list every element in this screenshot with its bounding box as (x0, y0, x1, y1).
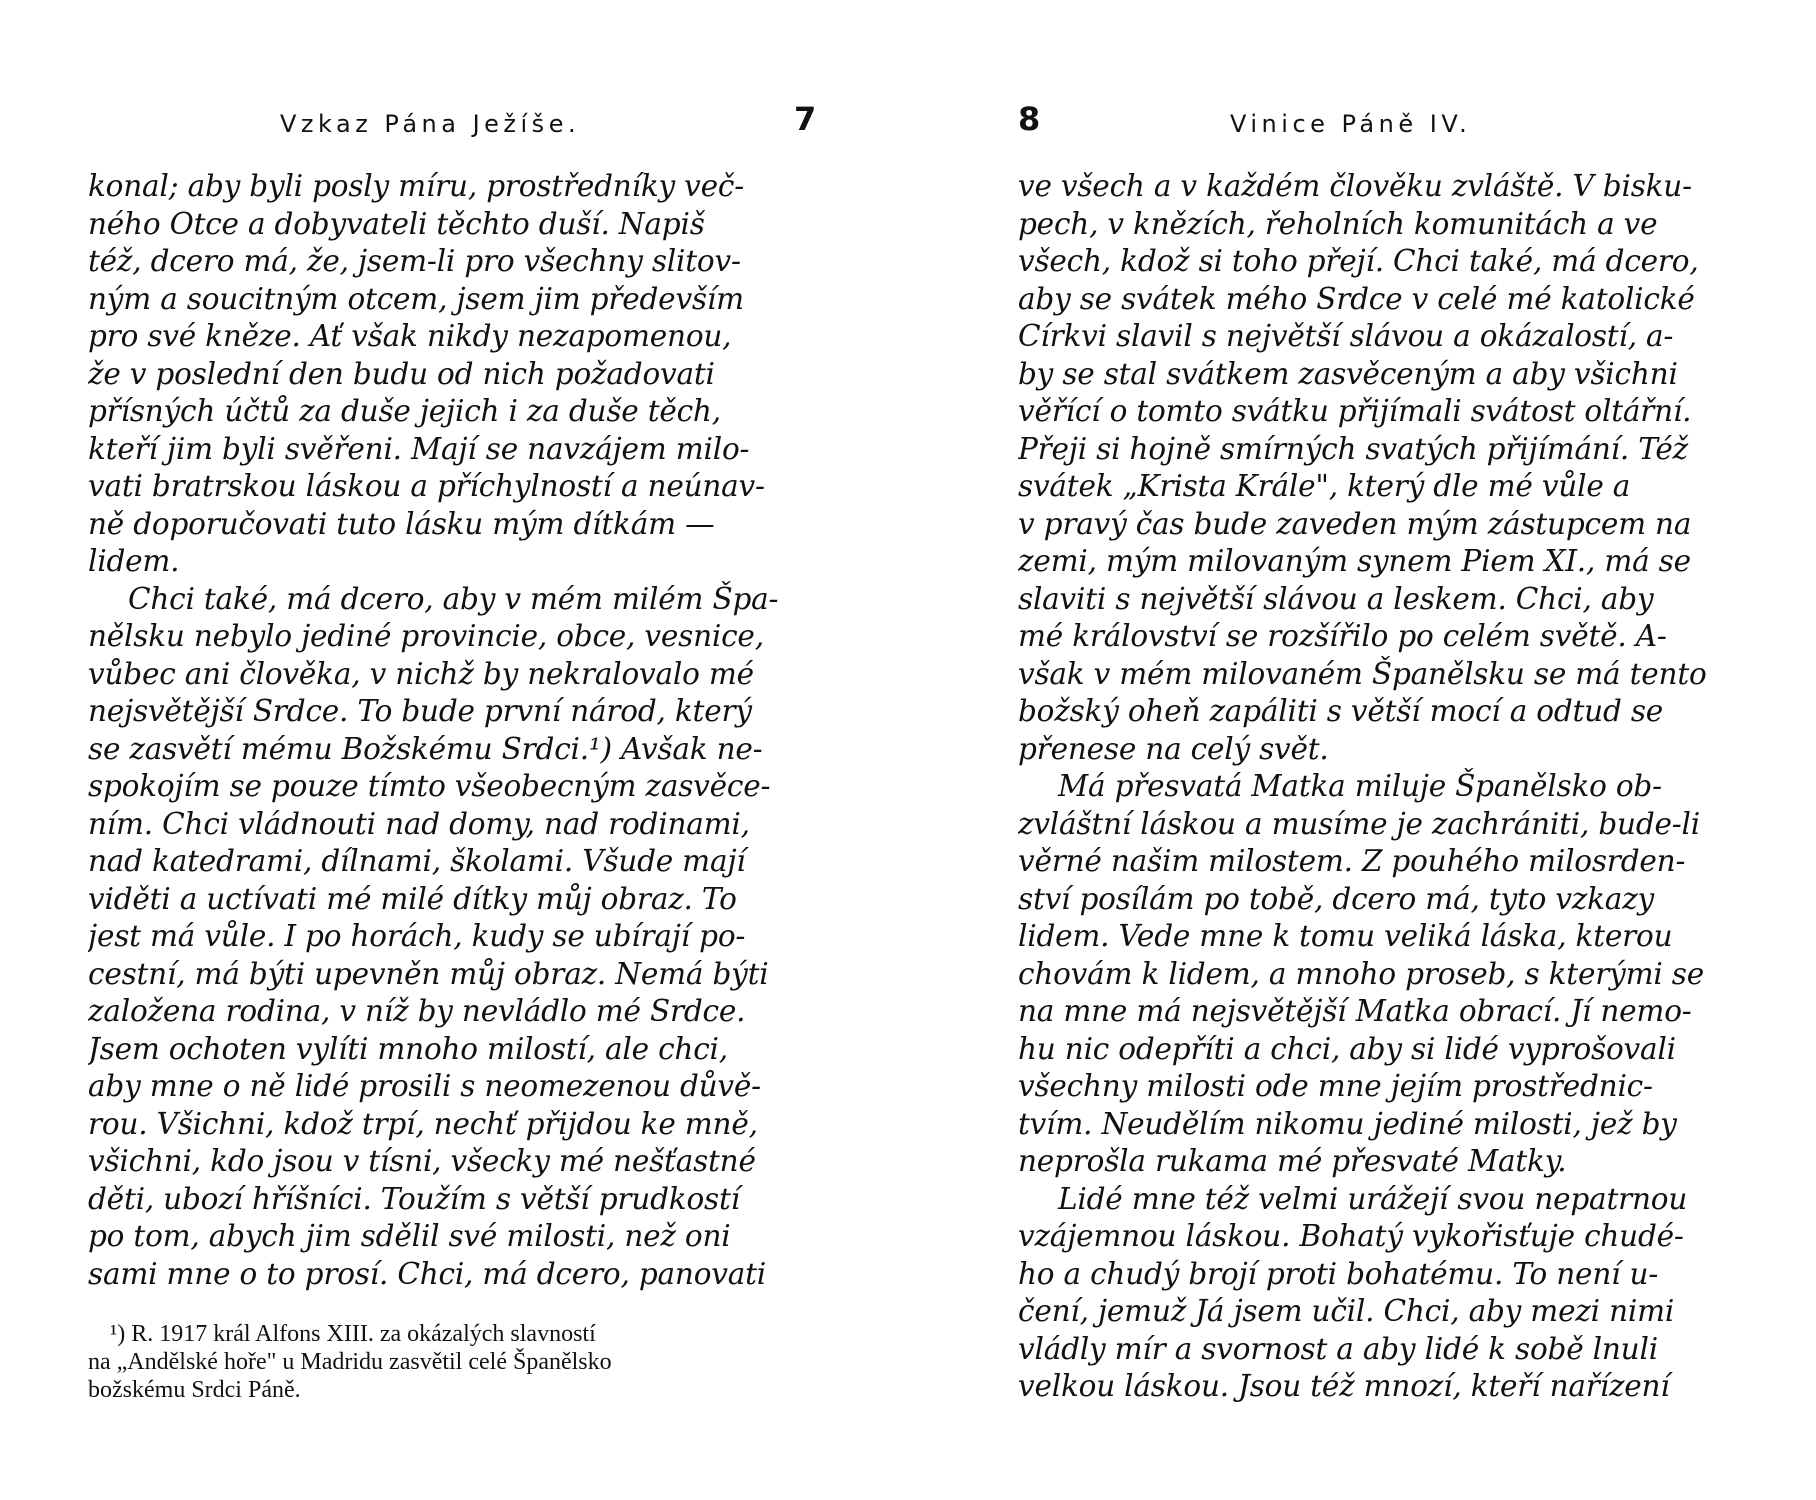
text-line: chovám k lidem, a mnoho proseb, s kterými se (1018, 956, 1704, 991)
text-line: velkou láskou. Jsou též mnozí, kteří nařízení (1018, 1369, 1670, 1403)
text-line: ho a chudý brojí proti bohatému. To není u- (1018, 1256, 1659, 1291)
text-line: vůbec ani člověka, v nichž by nekralovalo mé (88, 656, 754, 691)
text-line: kteří jim byli svěřeni. Mají se navzájem milo- (88, 431, 750, 466)
text-line: vzájemnou láskou. Bohatý vykořisťuje chudé- (1018, 1219, 1684, 1253)
text-line: by se stal svátkem zasvěceným a aby všichni (1018, 356, 1678, 391)
text-line: viděti a uctívati mé milé dítky můj obraz. To (88, 881, 737, 916)
text-line: založena rodina, v níž by nevládlo mé Srdce. (88, 994, 746, 1028)
text-line: Přeji si hojně smírných svatých přijímání. Též (1018, 431, 1689, 466)
footnote-line: božskému Srdci Páně. (88, 1377, 301, 1403)
text-line: cestní, má býti upevněn můj obraz. Nemá býti (88, 956, 769, 991)
text-line: konal; aby byli posly míru, prostředníky več- (88, 169, 744, 203)
left-body-text (88, 168, 816, 1293)
footnote-line: ¹) R. 1917 král Alfons XIII. za okázalých slavností (110, 1321, 596, 1347)
left-page-number: 7 (794, 100, 817, 138)
text-line: v pravý čas bude zaveden mým zástupcem na (1018, 506, 1692, 541)
text-line: zemi, mým milovaným synem Piem XI., má se (1018, 544, 1691, 578)
text-line: čení, jemuž Já jsem učil. Chci, aby mezi nimi (1018, 1294, 1675, 1328)
text-line: lidem. Vede mne k tomu veliká láska, kterou (1018, 919, 1673, 953)
text-line: aby mne o ně lidé prosili s neomezenou důvě- (88, 1069, 761, 1103)
text-line: spokojím se pouze tímto všeobecným zasvěce- (88, 769, 771, 803)
text-line: Církvi slavil s největší slávou a okázalostí, a- (1018, 319, 1674, 353)
text-line: ve všech a v každém člověku zvláště. V bisku- (1018, 169, 1692, 203)
text-line: pro své kněze. Ať však nikdy nezapomenou, (88, 319, 732, 353)
text-line: přenese na celý svět. (1018, 731, 1329, 766)
text-line: všichni, kdo jsou v tísni, všecky mé nešťastné (88, 1144, 756, 1178)
text-line: děti, ubozí hříšníci. Toužím s větší prudkostí (88, 1181, 740, 1216)
text-line: nejsvětější Srdce. To bude první národ, který (88, 694, 752, 728)
right-body-text (1018, 168, 1746, 1406)
text-line: nělsku nebylo jediné provincie, obce, vesnice, (88, 619, 764, 653)
text-line: všech, kdož si toho přejí. Chci také, má dcero, (1018, 244, 1699, 278)
text-line: pech, v knězích, řeholních komunitách a ve (1018, 206, 1658, 241)
text-line: všechny milosti ode mne jejím prostřednic- (1018, 1069, 1653, 1103)
left-footnote (88, 1320, 816, 1404)
text-line: však v mém milovaném Španělsku se má tento (1018, 656, 1707, 691)
text-line: věrné našim milostem. Z pouhého milosrden- (1018, 844, 1686, 878)
text-line: sami mne o to prosí. Chci, má dcero, panovati (88, 1256, 766, 1291)
text-line: jest má vůle. I po horách, kudy se ubírají po- (88, 919, 746, 953)
text-line: na mne má nejsvětější Matka obrací. Jí nemo- (1018, 994, 1692, 1028)
text-line: Jsem ochoten vylíti mnoho milostí, ale chci, (88, 1031, 728, 1066)
text-line: že v poslední den budu od nich požadovati (88, 356, 715, 391)
text-line: božský oheň zapáliti s větší mocí a odtud se (1018, 694, 1664, 728)
right-page-number: 8 (1018, 100, 1041, 138)
paragraph-start-line: Chci také, má dcero, aby v mém milém Špa- (128, 581, 779, 616)
footnote-line: na „Andělské hoře" u Madridu zasvětil celé Španělsko (88, 1349, 612, 1375)
text-line: též, dcero má, že, jsem-li pro všechny slitov- (88, 244, 741, 278)
left-page (88, 0, 816, 1500)
text-line: neprošla rukama mé přesvaté Matky. (1018, 1144, 1567, 1178)
text-line: tvím. Neudělím nikomu jediné milosti, jež by (1018, 1106, 1677, 1141)
text-line: ného Otce a dobyvateli těchto duší. Napiš (88, 206, 705, 241)
text-line: slaviti s největší slávou a leskem. Chci, aby (1018, 581, 1654, 616)
text-line: svátek „Krista Krále", který dle mé vůle a (1018, 469, 1631, 503)
right-running-title: Vinice Páně IV. (1230, 110, 1472, 138)
text-line: nad katedrami, dílnami, školami. Všude mají (88, 844, 746, 878)
paragraph-start-line: Má přesvatá Matka miluje Španělsko ob- (1058, 769, 1662, 803)
text-line: hu nic odepříti a chci, aby si lidé vyprošovali (1018, 1031, 1676, 1066)
text-line: aby se svátek mého Srdce v celé mé katolické (1018, 281, 1695, 316)
text-line: ním. Chci vládnouti nad domy, nad rodinami, (88, 806, 750, 841)
text-line: mé království se rozšířilo po celém světě. A- (1018, 619, 1667, 653)
text-line: vati bratrskou láskou a příchylností a neúnav- (88, 469, 765, 503)
text-line: lidem. (88, 544, 180, 578)
text-line: se zasvětí mému Božskému Srdci.¹) Avšak ne- (88, 731, 763, 766)
text-line: zvláštní láskou a musíme je zachrániti, bude-li (1018, 806, 1700, 841)
text-line: přísných účtů za duše jejich i za duše těch, (88, 394, 721, 428)
right-running-head (1018, 100, 1746, 150)
left-running-head (88, 100, 816, 150)
text-line: věřící o tomto svátku přijímali svátost oltářní. (1018, 394, 1692, 428)
text-line: ství posílám po tobě, dcero má, tyto vzkazy (1018, 881, 1655, 916)
text-line: ně doporučovati tuto lásku mým dítkám — (88, 506, 715, 541)
paragraph-start-line: Lidé mne též velmi urážejí svou nepatrnou (1058, 1181, 1688, 1216)
right-page (1018, 0, 1746, 1500)
text-line: vládly mír a svornost a aby lidé k sobě lnuli (1018, 1331, 1658, 1366)
text-line: rou. Všichni, kdož trpí, nechť přijdou ke mně, (88, 1106, 758, 1141)
text-line: ným a soucitným otcem, jsem jim především (88, 281, 744, 316)
left-running-title: Vzkaz Pána Ježíše. (280, 110, 581, 138)
text-line: po tom, abych jim sdělil své milosti, než oni (88, 1219, 731, 1253)
